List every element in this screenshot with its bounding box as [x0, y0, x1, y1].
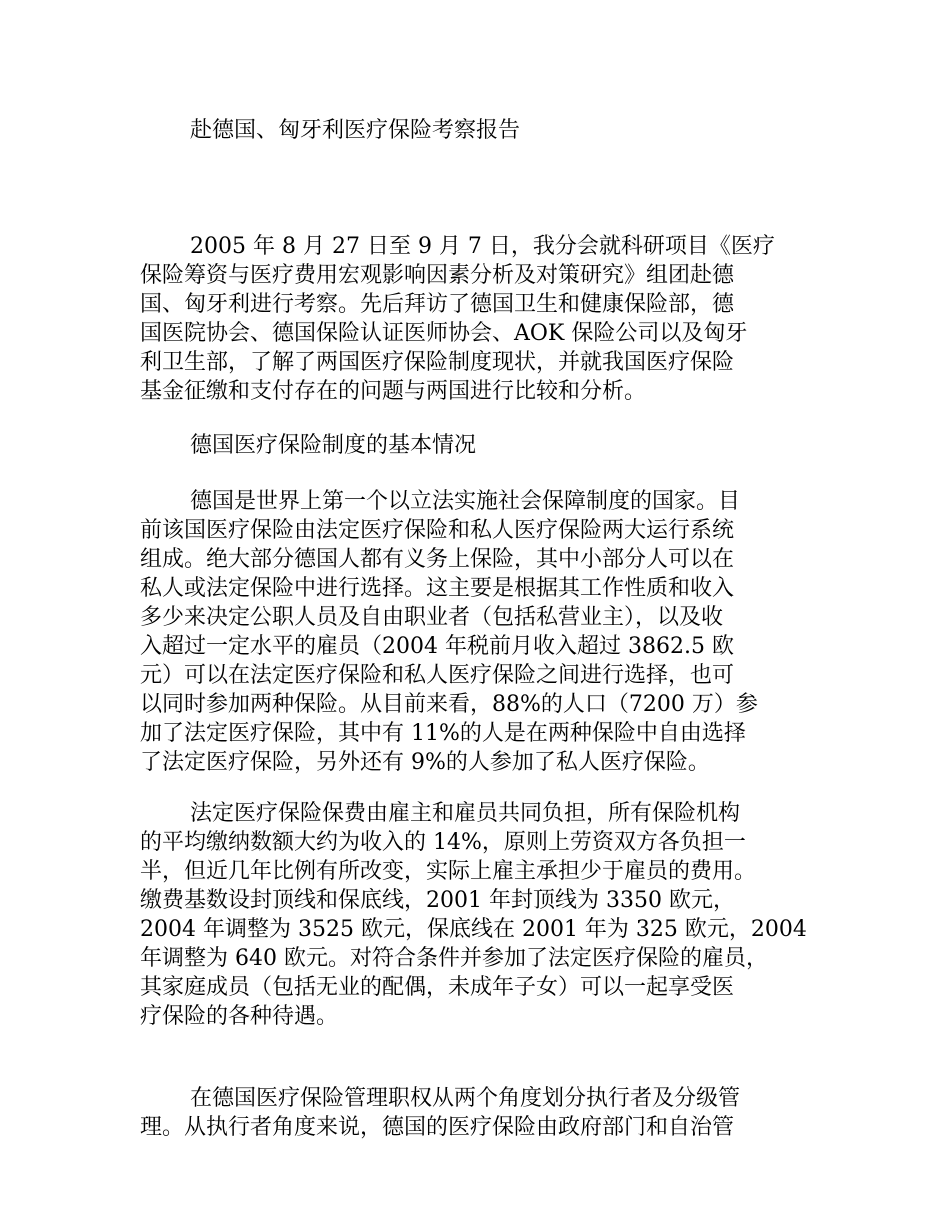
text-line: 基金征缴和支付存在的问题与两国进行比较和分析。 — [140, 379, 647, 404]
paragraph-intro — [140, 232, 775, 406]
text-line: 的平均缴纳数额大约为收入的 14%，原则上劳资双方各负担一 — [140, 830, 746, 855]
heading-text: 德国医疗保险制度的基本情况 — [190, 433, 477, 458]
text-line: 理。从执行者角度来说，德国的医疗保险由政府部门和自治管 — [140, 1115, 735, 1140]
paragraph-management — [140, 1084, 740, 1142]
text-line: 前该国医疗保险由法定医疗保险和私人医疗保险两大运行系统 — [140, 518, 735, 543]
text-line: 2005 年 8 月 27 日至 9 月 7 日，我分会就科研项目《医疗 — [190, 234, 775, 259]
text-line: 组成。绝大部分德国人都有义务上保险，其中小部分人可以在 — [140, 547, 735, 572]
text-line: 缴费基数设封顶线和保底线，2001 年封顶线为 3350 欧元， — [140, 888, 735, 913]
text-line: 多少来决定公职人员及自由职业者（包括私营业主），以及收 — [140, 605, 724, 630]
text-line: 2004 年调整为 3525 欧元，保底线在 2001 年为 325 欧元，2004 — [140, 917, 807, 942]
text-line: 国医院协会、德国保险认证医师协会、AOK 保险公司以及匈牙 — [140, 321, 748, 346]
text-line: 保险筹资与医疗费用宏观影响因素分析及对策研究》组团赴德 — [140, 263, 735, 288]
text-line: 其家庭成员（包括无业的配偶，未成年子女）可以一起享受医 — [140, 975, 735, 1000]
text-line: 元）可以在法定医疗保险和私人医疗保险之间进行选择，也可 — [140, 663, 735, 688]
text-line: 半，但近几年比例有所改变，实际上雇主承担少于雇员的费用。 — [140, 859, 757, 884]
text-line: 国、匈牙利进行考察。先后拜访了德国卫生和健康保险部，德 — [140, 292, 735, 317]
text-line: 德国是世界上第一个以立法实施社会保障制度的国家。目 — [190, 489, 741, 514]
paragraph-premiums — [140, 799, 807, 1031]
text-line: 私人或法定保险中进行选择。这主要是根据其工作性质和收入 — [140, 576, 735, 601]
text-line: 入超过一定水平的雇员（2004 年税前月收入超过 3862.5 欧 — [140, 634, 734, 659]
section-heading — [140, 431, 476, 460]
text-line: 年调整为 640 欧元。对符合条件并参加了法定医疗保险的雇员， — [140, 946, 768, 971]
paragraph-germany-overview — [140, 487, 758, 777]
text-line: 加了法定医疗保险，其中有 11%的人是在两种保险中自由选择 — [140, 721, 746, 746]
text-line: 在德国医疗保险管理职权从两个角度划分执行者及分级管 — [190, 1086, 741, 1111]
text-line: 疗保险的各种待遇。 — [140, 1004, 339, 1029]
text-line: 了法定医疗保险，另外还有 9%的人参加了私人医疗保险。 — [140, 750, 710, 775]
text-line: 以同时参加两种保险。从目前来看，88%的人口（7200 万）参 — [140, 692, 758, 717]
text-line: 利卫生部，了解了两国医疗保险制度现状，并就我国医疗保险 — [140, 350, 735, 375]
document-title: 赴德国、匈牙利医疗保险考察报告 — [190, 118, 521, 143]
text-line: 法定医疗保险保费由雇主和雇员共同负担，所有保险机构 — [190, 801, 741, 826]
